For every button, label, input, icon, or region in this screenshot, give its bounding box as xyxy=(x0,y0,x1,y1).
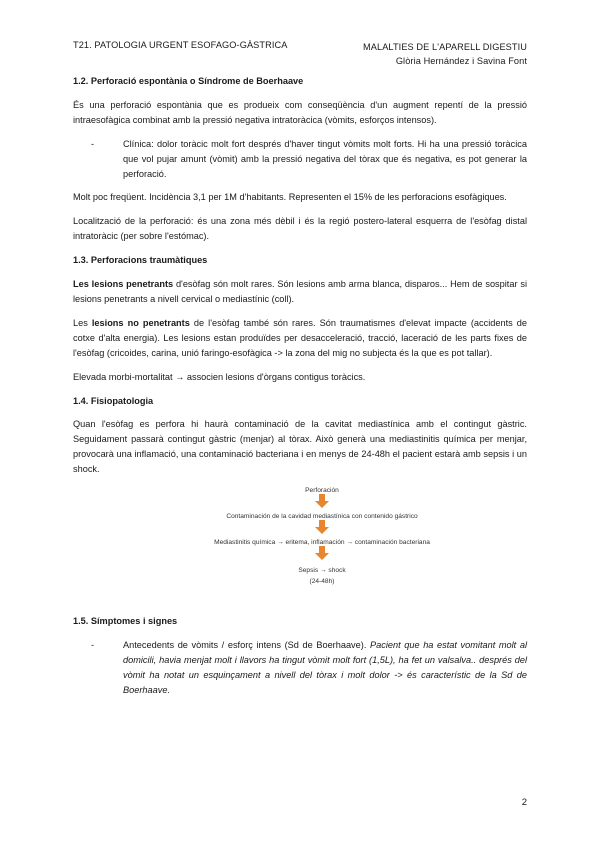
down-arrow-icon xyxy=(315,494,329,508)
section-1-5-heading: 1.5. Símptomes i signes xyxy=(73,616,178,627)
pathophysiology-flow-diagram xyxy=(73,484,527,606)
flow-node-timeframe: (24-48h) xyxy=(309,578,335,586)
section-1-3-paragraph-2 xyxy=(73,316,527,361)
bullet-text xyxy=(111,638,527,698)
flow-node-contamination: Contaminación de la cavidad mediastínica con contenido gástrico xyxy=(226,513,418,521)
bullet-italic-text: Pacient que ha estat vomitant molt al domicili, havia menjat molt i llavors ha tingut vòmit molt fort (1,5L), ha fet un valsalva.. després del vòmit ha notat un esquinçament a nivell del tòrax i molt dolor -> és característic de la Sd de Boerhaave. xyxy=(123,639,527,695)
section-1-4-heading: 1.4. Fisiopatologia xyxy=(73,395,154,406)
section-1-5-bullet xyxy=(73,638,527,698)
section-1-2-paragraph-3: Localització de la perforació: és una zona més dèbil i és la regió postero-lateral esquerra de l'esòfag distal intratoràcic (per sobre l'estómac). xyxy=(73,216,527,242)
section-1-3-heading: 1.3. Perforacions traumàtiques xyxy=(73,255,208,266)
document-body xyxy=(73,74,527,698)
flow-node-sepsis: Sepsis → shock xyxy=(298,567,346,575)
section-1-2-bullet xyxy=(73,137,527,182)
paragraph-text: de l'esòfag també són rares. Són traumatismes d'elevat impacte (accidents de cotxe d'alta energia). Les lesions estan produïdes per desacceleració, tracció, laceració de les parts fixes de l'esòfag (cricoides, carina, unió faringo-esofàgica -> la zona del mig no subjecta és la que es pot tallar). xyxy=(73,317,527,358)
section-1-2-paragraph-1: És una perforació espontània que es produeix com conseqüència d'un augment repentí de la pressió intraesofàgica combinat amb la pressió negativa intratoràcica (vòmits, esforços intensos). xyxy=(73,99,527,125)
bullet-dash: - xyxy=(91,639,95,650)
section-1-3-paragraph-3: Elevada morbi-mortalitat → associen lesions d'òrgans contigus toràcics. xyxy=(73,371,366,382)
header-subject: MALALTIES DE L'APARELL DIGESTIU xyxy=(363,42,527,52)
down-arrow-icon xyxy=(315,546,329,560)
header-title: T21. PATOLOGIA URGENT ESOFAGO-GÀSTRICA xyxy=(73,40,288,50)
section-1-3-paragraph-1 xyxy=(73,277,527,307)
header-authors: Glòria Hernández i Savina Font xyxy=(395,56,527,66)
section-1-2-paragraph-2: Molt poc freqüent. Incidència 3,1 per 1M d'habitants. Representen el 15% de les perforacions esofàgiques. xyxy=(73,192,507,203)
bullet-dash: - xyxy=(91,138,95,149)
header-right xyxy=(363,40,527,68)
flow-node-mediastinitis: Mediastinitis química → eritema, inflamación → contaminación bacteriana xyxy=(214,539,430,547)
page-number: 2 xyxy=(521,797,527,808)
section-1-4-paragraph-1: Quan l'esòfag es perfora hi haurà contaminació de la cavitat mediastínica amb el contingut gàstric. Seguidament passarà contingut gàstric (menjar) al tòrax. Això generà una mediastinitis química per menjar, provocarà una inflamació, una contaminació bacteriana i en menys de 24-48h el pacient estarà amb sepsis i un shock. xyxy=(73,419,527,475)
bold-term: lesions no penetrants xyxy=(91,317,190,328)
flow-node-perforation: Perforación xyxy=(305,487,339,495)
section-1-2-heading: 1.2. Perforació espontània o Síndrome de Boerhaave xyxy=(73,76,304,86)
paragraph-text: d'esòfag són molt rares. Són lesions amb arma blanca, disparos... Hem de sospitar si lesions penetrants a nivell cervical o mediastínic (coll). xyxy=(73,279,527,304)
bullet-plain-text: Antecedents de vòmits / esforç intens (Sd de Boerhaave). xyxy=(123,639,370,650)
down-arrow-icon xyxy=(315,520,329,534)
bold-term: Les lesions penetrants xyxy=(73,279,174,290)
paragraph-text: Les xyxy=(73,317,92,328)
bullet-text: Clínica: dolor toràcic molt fort després d'haver tingut vòmits molt forts. Hi ha una pressió toràcica que vol pujar amunt (vòmit) amb la pressió negativa del tòrax que és negativa, es pot generar la perforació. xyxy=(123,138,527,179)
